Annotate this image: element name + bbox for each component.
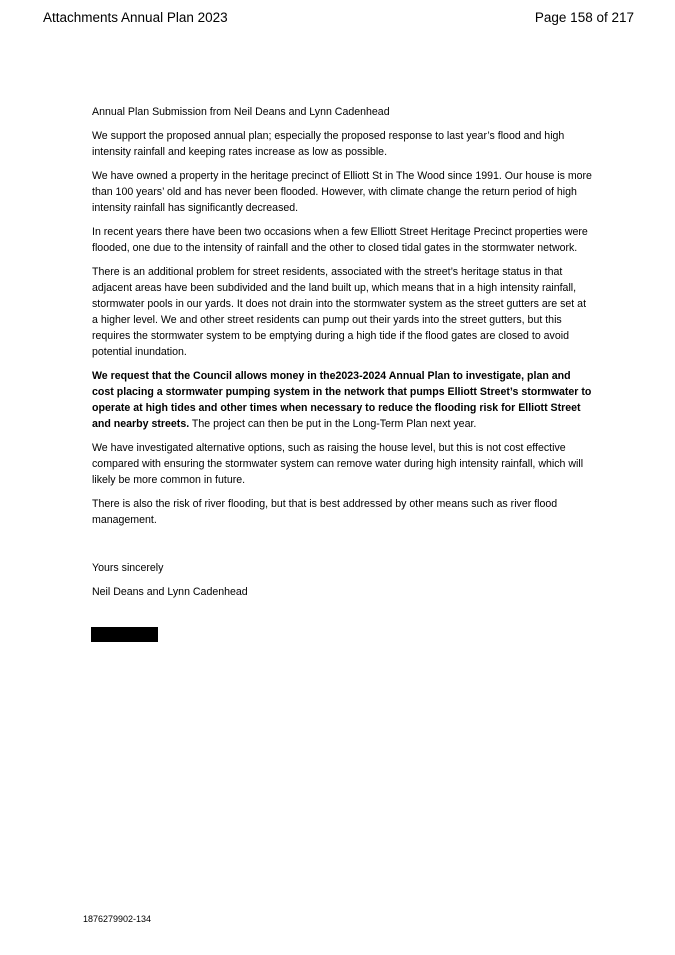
paragraph-flood-events: In recent years there have been two occasions when a few Elliott Street Heritage Precinct properties were flooded, one due to the intensity of rainfall and the other to closed tidal gates in the stormwater network. [92,226,588,254]
paragraph-request [92,368,592,432]
closing: Yours sincerely [92,562,164,574]
paragraph-problem: There is an additional problem for street residents, associated with the street’s heritage status in that adjacent areas have been subdivided and the land built up, which means that in a high intensity rainfall, stormwater pools in our yards. It does not drain into the stormwater system as the street gutters are set at a higher level. We and other street residents can pump out their yards into the street gutters, but this requires the stormwater system to be emptying during a high tide if the flood gates are closed to avoid potential inundation. [92,266,587,358]
paragraph-alternatives: We have investigated alternative options, such as raising the house level, but this is not cost effective compared with ensuring the stormwater system can remove water during high intensity rainfall, which will likely be more common in future. [92,442,584,486]
letter-body [92,104,592,608]
paragraph-support: We support the proposed annual plan; especially the proposed response to last year’s flood and high intensity rainfall and keeping rates increase as low as possible. [92,130,565,158]
request-bold-text: We request that the Council allows money in the2023-2024 Annual Plan to investigate, plan and cost placing a stormwater pumping system in the network that pumps Elliott Street’s stormwater to operate at high tides and other times when necessary to reduce the flooding risk for Elliott Street and nearby streets. [92,370,592,430]
redaction-box [91,627,158,642]
letter-title: Annual Plan Submission from Neil Deans and Lynn Cadenhead [92,106,390,118]
document-id: 1876279902-134 [83,914,152,924]
signatories: Neil Deans and Lynn Cadenhead [92,586,248,598]
page-number: Page 158 of 217 [534,10,634,25]
header-title: Attachments Annual Plan 2023 [43,10,228,25]
paragraph-river-flooding: There is also the risk of river flooding, but that is best addressed by other means such as river flood management. [92,498,558,526]
request-normal-text: The project can then be put in the Long-Term Plan next year. [189,418,477,430]
paragraph-property: We have owned a property in the heritage precinct of Elliott St in The Wood since 1991. Our house is more than 100 years’ old and has never been flooded. However, with climate change the return period of high intensity rainfall has significantly decreased. [92,170,592,214]
